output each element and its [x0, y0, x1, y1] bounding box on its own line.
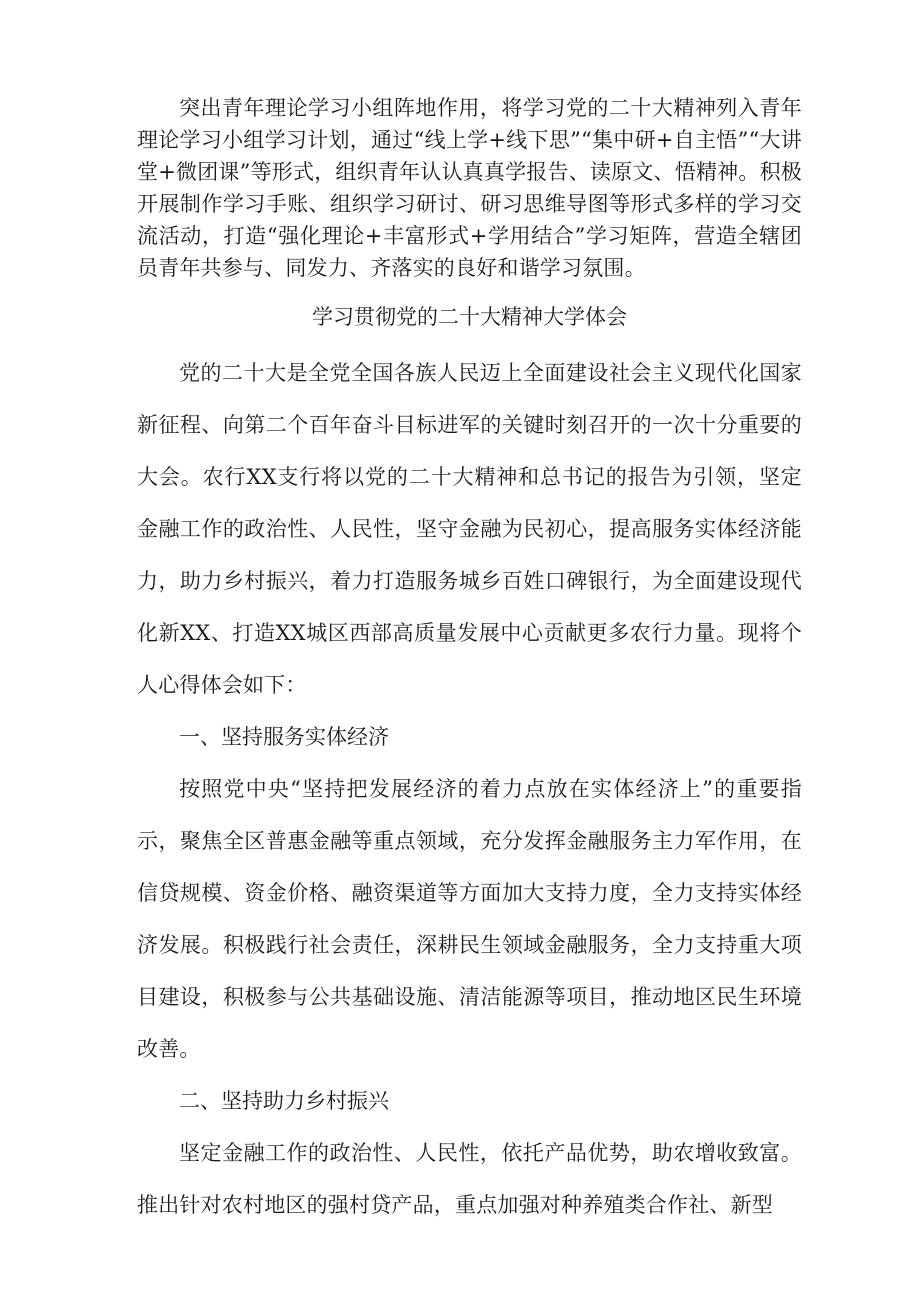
section-2-body: 坚定金融工作的政治性、人民性，依托产品优势，助农增收致富。推出针对农村地区的强村贷产品，重点加强对种养殖类合作社、新型	[137, 1141, 802, 1217]
section-1-heading: 一、坚持服务实体经济	[179, 725, 389, 749]
section-1-body: 按照党中央“坚持把发展经济的着力点放在实体经济上”的重要指示，聚焦全区普惠金融等重点领域，充分发挥金融服务主力军作用，在信贷规模、资金价格、融资渠道等方面加大支持力度，全力支持实体经济发展。积极践行社会责任，深耕民生领域金融服务，全力支持重大项目建设，积极参与公共基础设施、清洁能源等项目，推动地区民生环境改善。	[137, 777, 802, 1061]
paragraph-1: 党的二十大是全党全国各族人民迈上全面建设社会主义现代化国家新征程、向第二个百年奋斗目标进军的关键时刻召开的一次十分重要的大会。农行XX支行将以党的二十大精神和总书记的报告为引领，坚定金融工作的政治性、人民性，坚守金融为民初心，提高服务实体经济能力，助力乡村振兴，着力打造服务城乡百姓口碑银行，为全面建设现代化新XX、打造XX城区西部高质量发展中心贡献更多农行力量。现将个人心得体会如下：	[137, 361, 802, 697]
document-content	[137, 92, 802, 1231]
intro-paragraph: 突出青年理论学习小组阵地作用，将学习党的二十大精神列入青年理论学习小组学习计划，通过“线上学+线下思”“集中研+自主悟”“大讲堂+微团课”等形式，组织青年认认真真学报告、读原文、悟精神。积极开展制作学习手账、组织学习研讨、研习思维导图等形式多样的学习交流活动，打造“强化理论+丰富形式+学用结合”学习矩阵，营造全辖团员青年共参与、同发力、齐落实的良好和谐学习氛围。	[137, 96, 802, 280]
section-2-heading: 二、坚持助力乡村振兴	[179, 1089, 389, 1113]
document-title: 学习贯彻党的二十大精神大学体会	[312, 305, 627, 329]
